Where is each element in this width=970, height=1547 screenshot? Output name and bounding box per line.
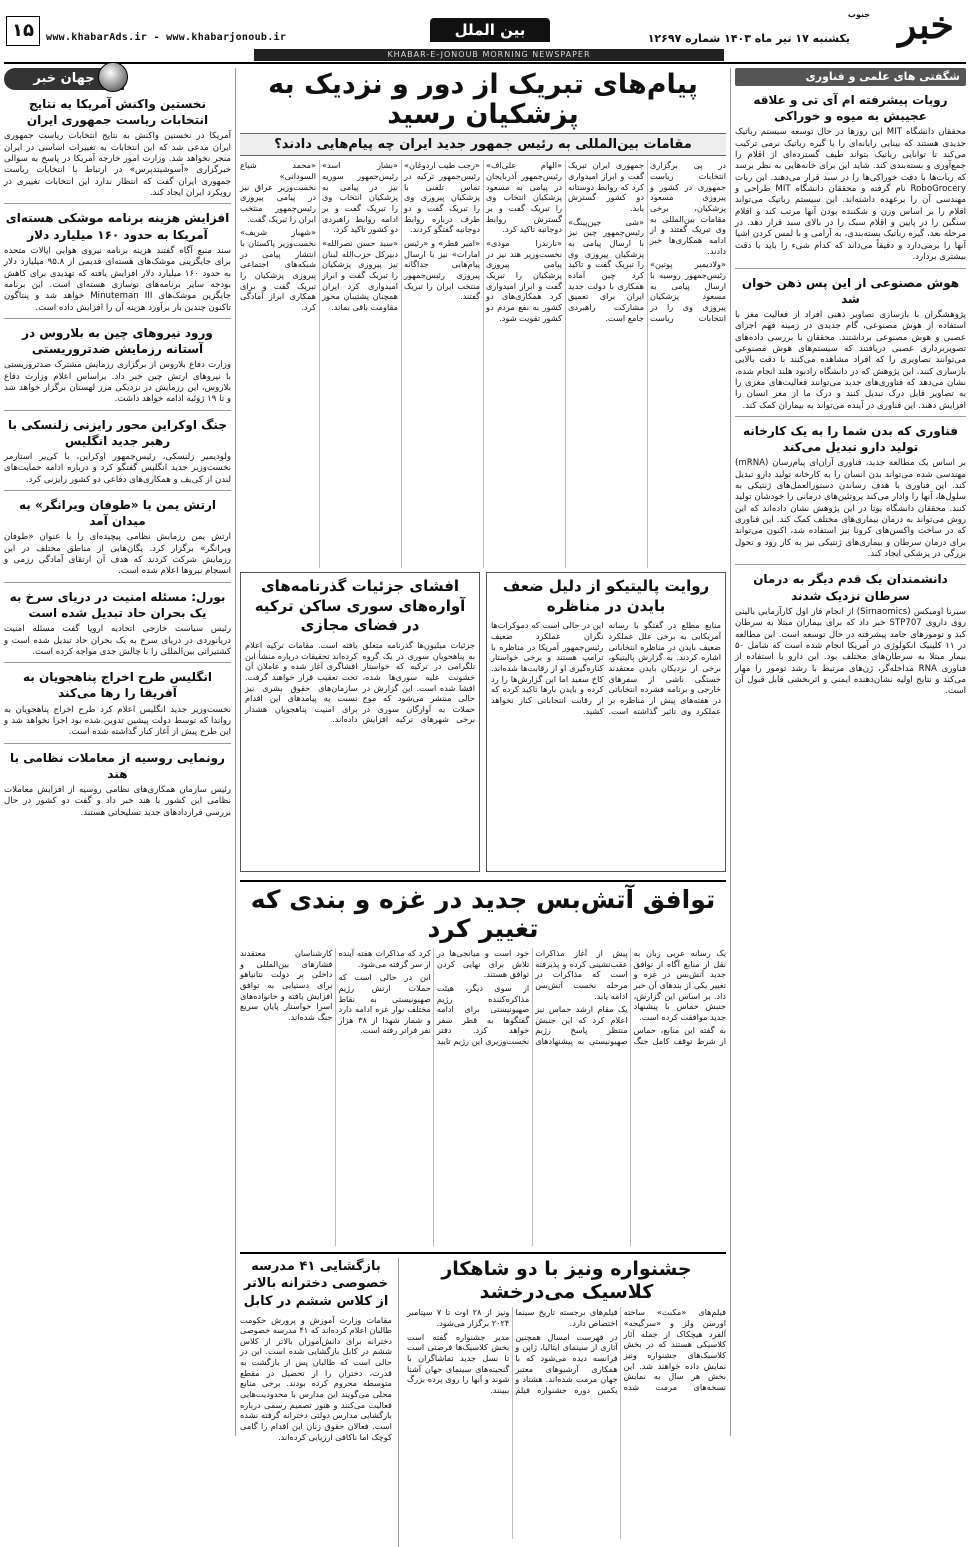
paragraph: «سید حسن نصرالله» دبیرکل حزب‌الله لبنان نیز پیروزی پزشکیان را تبریک گفت و ابراز امیدواری کرد ایران همچنان پشتیبان محور مقاومت باقی بماند. xyxy=(322,237,398,312)
website-urls[interactable]: www.khabarAds.ir - www.khabarjonoub.ir xyxy=(46,32,287,43)
boxed-article-title: روایت پالیتیکو از دلیل ضعف بایدن در مناظره xyxy=(502,577,710,615)
divider xyxy=(4,410,231,411)
section-label-science: شگفتی های علمی و فناوری xyxy=(735,68,966,86)
article-text: رئیس سازمان همکاری‌های نظامی روسیه از افزایش معاملات نظامی این کشور با هند خبر داد و گفت دو کشور در حال بررسی قراردادهای جدید تسلیحاتی هستند. xyxy=(4,784,231,818)
divider xyxy=(4,203,231,204)
paragraph: «رجب طیب اردوغان» رئیس‌جمهور ترکیه در تماس تلفنی با پزشکیان پیروزی وی را تبریک گفت و دو طرف درباره روابط دوجانبه گفتگو کردند. xyxy=(404,160,480,235)
paragraph: «محمد شیاع السودانی» نخست‌وزیر عراق نیز در پیامی پیروزی رئیس‌جمهور منتخب ایران را تبریک گفت. xyxy=(240,160,316,224)
paragraph: «شهباز شریف» نخست‌وزیر پاکستان با انتشار پیامی در شبکه‌های اجتماعی پیروزی پزشکیان را تبریک گفت و برای همکاری ابراز آمادگی کرد. xyxy=(240,227,316,312)
paragraph: «الهام علی‌اف» رئیس‌جمهور آذربایجان در پیامی به مسعود پزشکیان انتخاب وی را تبریک گفت و بر گسترش روابط دوجانبه تاکید کرد. xyxy=(486,160,562,235)
article-text: وزارت دفاع بلاروس از برگزاری رزمایش مشترک ضدتروریستی با نیروهای ارتش چین خبر داد. براساس اعلام وزارت دفاع بلاروس، این رزمایش در نزدیکی مرز لهستان برگزار خواهد شد و تا ۱۹ ژوئیه ادامه خواهد داشت. xyxy=(4,360,231,405)
paragraph: فیلم‌های «مکبث» ساخته اورسن ولز و «سرگیجه» آلفرد هیچکاک از جمله آثار کلاسیکی هستند که در بخش کلاسیک‌های جشنواره ونیز نمایش داده خواهند شد. این بخش هر سال به نمایش نسخه‌های مرمت شده فیلم‌های برجسته تاریخ سینما اختصاص دارد. xyxy=(515,1307,726,1393)
venice-headline: جشنواره ونیز با دو شاهکار کلاسیک می‌درخشد xyxy=(441,1257,692,1303)
right-column xyxy=(730,68,966,1436)
article-text: بر اساس یک مطالعه جدید، فناوری آران‌ای پیام‌رسان (mRNA) مهندسی شده می‌تواند بدن انسان را به کارخانه تولید دارو تبدیل کند. این فناوری با هدف رساندن دستورالعمل‌های ژنتیکی به سلول‌ها، آنها را وادار می‌کند پروتئین‌های درمانی را خودشان تولید کنند. محققان دانشگاه یوتا در این پژوهش نشان داده‌اند که این روش می‌تواند به درمان بیماری‌های مختلف کمک کند. این فناوری که در ساخت واکسن‌های کرونا نیز استفاده شد، اکنون می‌تواند برای درمان سرطان و بیماری‌های ژنتیکی نیز به کار رود و تحول بزرگی در پزشکی ایجاد کند. xyxy=(735,458,966,560)
dateline: یکشنبه ۱۷ تیر ماه ۱۴۰۳ شماره ۱۲۶۹۷ xyxy=(647,32,850,45)
boxed-articles-row xyxy=(240,572,726,872)
section-tab: بین الملل xyxy=(430,18,550,42)
paragraph: مدیر جشنواره گفته است بخش کلاسیک‌ها فرصتی است تا نسل جدید تماشاگران با گنجینه‌های سینمای جهان آشنا شوند و آنها را روی پرده بزرگ ببینند. xyxy=(406,1331,510,1396)
venice-article xyxy=(407,1258,726,1547)
article-title: نخستین واکنش آمریکا به نتایج انتخابات ریاست جمهوری ایران xyxy=(26,97,209,128)
globe-icon xyxy=(98,62,128,92)
section-label-world xyxy=(4,68,124,90)
article-text: نخست‌وزیر جدید انگلیس اعلام کرد طرح اخراج پناهجویان به رواندا که توسط دولت پیشین تدوین شده بود اجرا نخواهد شد و این طرح پیش از آغاز کنار گذاشته شده است. xyxy=(4,704,231,738)
divider xyxy=(4,318,231,319)
kabul-headline: بازگشایی ۴۱ مدرسه خصوصی دخترانه بالاتر از کلاس ششم در کابل xyxy=(243,1258,389,1309)
article-title: بورل: مسئله امنیت در دریای سرخ به یک بحران حاد تبدیل شده است xyxy=(9,589,226,620)
article-title: فناوری که بدن شما را به یک کارخانه تولید دارو تبدیل می‌کند xyxy=(742,423,959,455)
paragraph: «ولادیمیر پوتین» رئیس‌جمهور روسیه با ارسال پیامی به مسعود پزشکیان پیروزی وی را در انتخابات ریاست جمهوری ایران تبریک گفت و ابراز امیدواری کرد که روابط دوستانه دو کشور گسترش یابد. xyxy=(568,160,726,323)
divider xyxy=(735,564,966,565)
boxed-article-biden xyxy=(486,572,726,872)
article-title: هوش مصنوعی از این پس ذهن خوان شد xyxy=(741,275,960,306)
article-text: محققان دانشگاه MIT این روزها در حال توسعه سیستم رباتیک جدیدی هستند که بینایی رایانه‌ای را با گیره رباتیک نرمی ترکیب می‌کند تا توانایی رباتیک بتواند طیف گسترده‌ای از اقلام را جمع‌آوری و بسته‌بندی کند. شاید این برای خانه‌هایی به نظر برسد که ربات‌ها با دقت خوراکی‌ها را در سبد قرار می‌دهند. این ربات RoboGrocery نام گرفته و محققان دانشگاه MIT طراحی و مهندسی آن را برعهده داشته‌اند. این سیستم رباتیک می‌تواند اقلام را بر اساس وزن و شکننده بودن آنها مرتب کند و اقلام سنگین را در پایین و اقلام سبک را در بالای سبد قرار دهد. در مرحله بعد، گیره رباتیک بسته‌بندی، به آرامی و با لمس کردن اشیا آنها را برمی‌دارد و دقیقاً می‌داند که کدام شیء را باید با دقت بیشتری بردارد. xyxy=(735,127,966,263)
divider xyxy=(4,582,231,583)
paragraph: «امیر قطر» و «رئیس امارات» نیز با ارسال پیام‌هایی جداگانه پیروزی رئیس‌جمهور منتخب ایران را تبریک گفتند. xyxy=(404,237,480,302)
article-text: رئیس سیاست خارجی اتحادیه اروپا گفت مسئله امنیت دریانوردی در دریای سرخ به یک بحران حاد تبدیل شده است و کشتیرانی بین‌المللی را با چالش جدی مواجه کرده است. xyxy=(4,624,231,657)
boxed-article-title: افشای جزئیات گذرنامه‌های آواره‌های سوری ساکن ترکیه در فضای مجازی xyxy=(254,577,466,635)
paragraph: این در حالی است که حملات ارتش رژیم صهیونیستی به نقاط مختلف نوار غزه ادامه دارد و شمار شهدا از ۳۸ هزار نفر فراتر رفته است. xyxy=(338,972,431,1036)
article-title: ورود نیروهای چین به بلاروس در آستانه رزمایش ضدتروریستی xyxy=(22,325,213,357)
main-column xyxy=(240,68,726,1442)
second-article-body xyxy=(240,948,726,1246)
kabul-article xyxy=(240,1258,399,1547)
section-label-text: جهان خبر xyxy=(33,71,95,86)
paragraph: مقامات وزارت آموزش و پرورش حکومت طالبان اعلام کرده‌اند که ۴۱ مدرسه خصوصی دخترانه برای دانش‌آموزان بالاتر از کلاس ششم در کابل بازگشایی شده است. این در حالی است که طالبان پس از بازگشت به قدرت، دختران را از تحصیل در مقطع متوسطه محروم کرده بودند. برخی منابع محلی می‌گویند این مدارس با محدودیت‌هایی فعالیت می‌کنند و هنوز تصمیم رسمی درباره بازگشایی مدارس دولتی دخترانه گرفته نشده است. فعالان حقوق زنان این اقدام را گامی کوچک اما ناکافی ارزیابی کرده‌اند. xyxy=(240,1314,392,1442)
article-title: افزایش هزینه برنامه موشکی هسته‌ای آمریکا به حدود ۱۶۰ میلیارد دلار xyxy=(5,211,230,242)
article-title: جنگ اوکراین محور رایزنی زلنسکی با رهبر جدید انگلیس xyxy=(8,417,227,448)
article-text: ولودیمیر زلنسکی، رئیس‌جمهور اوکراین، با کی‌یر استارمر نخست‌وزیر جدید انگلیس گفتگو کرد و درباره ادامه حمایت‌های لندن از کی‌یف و همکاری‌های دفاعی دو کشور رایزنی کرد. xyxy=(4,452,231,485)
article-text: سیرنا اومیکس (Sirnaomics) از انجام فاز اول کارآزمایی بالینی روی داروی STP707 خبر داد که برای بیماران مبتلا به سرطان کبد و تومورهای جامد پیشرفته در حال توسعه است. این مطالعه در ۱۱ کلینیک انکولوژی در آمریکا انجام شده است که شامل ۵۰ بیمار مبتلا به سرطان‌های مختلف بود. این دارو با استفاده از فناوری RNA مداخله‌گر، ژن‌های مرتبط با رشد تومور را مهار می‌کند و نتایج اولیه نشان‌دهنده ایمنی و اثربخشی قابل قبول آن است. xyxy=(735,606,967,697)
divider xyxy=(4,662,231,663)
page-number: ۱۵ xyxy=(6,16,40,46)
paragraph: «نارندرا مودی» نخست‌وزیر هند نیز در پیامی پیروزی پزشکیان را تبریک گفت و ابراز امیدواری کرد همکاری‌های دو کشور به نفع مردم دو کشور تقویت شود. xyxy=(486,237,562,323)
english-strip: KHABAR-E-JONOUB MORNING NEWSPAPER xyxy=(254,49,724,61)
paragraph: یک مقام ارشد حماس نیز اعلام کرد که این جنبش منتظر پاسخ رژیم صهیونیستی به پیشنهادهای خود است و میانجی‌ها در تلاش برای نهایی کردن توافق هستند. xyxy=(436,947,628,1047)
article-title: انگلیس طرح اخراج پناهجویان به آفریقا را رها می‌کند xyxy=(23,670,212,701)
article-title: رونمایی روسیه از معاملات نظامی با هند xyxy=(10,750,225,781)
article-title: ارتش یمن با «طوفان ویرانگر» به میدان آمد xyxy=(19,498,216,529)
paragraph: یک رسانه عربی زبان به نقل از منابع آگاه از توافق جدید آتش‌بس در غزه و تغییر یکی از بندهای آن خبر داد. بر اساس این گزارش، جنبش حماس با پیشنهاد جدید موافقت کرده است. xyxy=(633,947,726,1022)
main-headline: پیام‌های تبریک از دور و نزدیک به پزشکیان رسید xyxy=(268,69,698,130)
logo-word: خبر xyxy=(898,2,954,47)
article-title: دانشمندان یک قدم دیگر به درمان سرطان نزدیک شدند xyxy=(753,572,948,603)
divider xyxy=(4,743,231,744)
paragraph: کارشناسان معتقدند فشارهای بین‌المللی و داخلی بر دولت نتانیاهو برای دستیابی به توافق افزایش یافته و خانواده‌های اسرا خواستار پایان سریع جنگ شده‌اند. xyxy=(240,947,333,1022)
divider xyxy=(735,268,966,269)
kabul-body xyxy=(240,1315,392,1547)
divider xyxy=(735,416,966,417)
bottom-articles-row xyxy=(240,1252,726,1547)
logo-small-word: جنوب xyxy=(847,10,870,19)
venice-body xyxy=(407,1307,726,1539)
newspaper-logo xyxy=(847,2,962,47)
article-text: ارتش یمن رزمایش نظامی پیچیده‌ای را با عنوان «طوفان ویرانگر» برگزار کرد. یگان‌هایی از مناطق مختلف در این رزمایش شرکت کردند که هدف آن ارتقای آمادگی رزمی و انسجام نیروها اعلام شده است. xyxy=(4,532,231,577)
second-headline: توافق آتش‌بس جدید در غزه و بندی که تغییر کرد xyxy=(240,880,726,944)
article-title: روبات پیشرفته ام آی تی و علاقه عجیبش به میوه و خوراکی xyxy=(753,93,948,124)
boxed-article-text: منابع مطلع در گفتگو با رسانه آمریکایی به برخی علل عملکرد ضعیف بایدن در مناظره انتخاباتی اشاره کردند. به گزارش پالیتیکو، برخی از نزدیکان بایدن معتقدند خستگی ناشی از سفرهای خارجی و برنامه فشرده انتخاباتی در هفته‌های پیش از مناظره بر عملکرد وی تاثیر گذاشته است. این در حالی است که دموکرات‌ها نگران عملکرد ضعیف رئیس‌جمهور آمریکا در مناظره با ترامپ هستند و برخی خواستار کناره‌گیری او از رقابت‌ها شده‌اند. کاخ سفید اما این گزارش‌ها را رد کرده و بایدن بارها تاکید کرده که از رقابت انتخاباتی کنار نخواهد کشید. xyxy=(491,620,721,716)
masthead xyxy=(0,0,970,62)
article-text: سند منبع آگاه گفتند هزینه برنامه نیروی هوایی ایالات متحده برای جایگزینی موشک‌های هسته‌ای قدیمی از ۹۵.۸ میلیارد دلار به حدود ۱۶۰ میلیارد دلار افزایش یافته که تهدیدی برای کاهش بودجه سایر برنامه‌های نوسازی هسته‌ای است. این برنامه جایگزین موشک‌های Minuteman III خواهد شد و پنتاگون تاکنون چندین بار برآورد هزینه آن را افزایش داده است. xyxy=(4,245,232,313)
boxed-article-text: جزئیات میلیون‌ها گذرنامه متعلق به پناهجویان سوری در یک گروه تلگرامی در ترکیه که خواستار خشونت علیه سوری‌ها شده، افشا شده است. این گزارش در حالی منتشر می‌شود که موج حملات به آوارگان سوری در برخی شهرهای ترکیه افزایش یافته است. مقامات ترکیه اعلام کرده‌اند تحقیقات درباره منشأ این افشاگری آغاز شده و عاملان آن تحت تعقیب قرار خواهند گرفت. سازمان‌های حقوق بشری نیز نسبت به پیامدهای این اقدام برای امنیت پناهجویان هشدار داده‌اند. xyxy=(245,639,475,725)
main-subheadline: مقامات بین‌المللی به رئیس جمهور جدید ایران چه پیام‌هایی دادند؟ xyxy=(240,133,726,156)
paragraph: «بشار اسد» رئیس‌جمهور سوریه نیز در پیامی به پزشکیان انتخاب وی را تبریک گفت و بر ادامه روابط راهبردی دو کشور تاکید کرد. xyxy=(322,160,398,235)
paragraph: به گفته این منابع، حماس از شرط توقف کامل جنگ پیش از آغاز مذاکرات عقب‌نشینی کرده و پذیرفته است که مذاکرات در مرحله نخست آتش‌بس ادامه یابد. xyxy=(535,947,726,1047)
paragraph: در فهرست امسال همچنین آثاری از سینمای ایتالیا، ژاپن و فرانسه دیده می‌شود که با همکاری آرشیوهای معتبر جهان مرمت شده‌اند. هشتاد و یکمین دوره جشنواره فیلم ونیز از ۲۸ اوت تا ۷ سپتامبر ۲۰۲۴ برگزار می‌شود. xyxy=(406,1307,618,1396)
header-rule xyxy=(4,62,966,64)
paragraph: «شی جین‌پینگ» رئیس‌جمهور چین نیز با ارسال پیامی به پزشکیان پیروزی وی را تبریک گفت و تاکید کرد چین آماده همکاری با دولت جدید ایران برای تعمیق مشارکت راهبردی جامع است. xyxy=(568,216,644,323)
boxed-article-syria xyxy=(240,572,480,872)
paragraph: از سوی دیگر، هیئت مذاکره‌کننده رژیم صهیونیستی برای ادامه گفتگوها به قطر سفر خواهد کرد. دفتر نخست‌وزیری این رژیم تایید کرد که مذاکرات هفته آینده از سر گرفته می‌شود. xyxy=(338,947,530,1047)
divider xyxy=(4,490,231,491)
paragraph: در پی برگزاری انتخابات ریاست جمهوری در کشور و پیروزی مسعود پزشکیان، برخی مقامات بین‌المللی به وی تبریک گفتند و از ادامه همکاری‌ها خبر دادند. xyxy=(650,160,726,256)
main-article-body xyxy=(240,160,726,568)
article-text: آمریکا در نخستین واکنش به نتایج انتخابات ریاست جمهوری ایران مدعی شد که این انتخابات به تغییرات اساسی در ایران منجر نخواهد شد. وزارت امور خارجه آمریکا در پاسخ به سوالی خبرگزاری «آسوشیتدپرس» در ارتباط با انتخابات ریاست جمهوری ایران گفت که انتظار ندارد این انتخابات تغییری در رویکرد ایران ایجاد کند. xyxy=(4,131,231,199)
article-text: پژوهشگران با بازسازی تصاویر ذهنی افراد از فعالیت مغز با استفاده از هوش مصنوعی، گام جدیدی در زمینه فهم اجزای عصبی و هوش مصنوعی برداشتند. محققان با بررسی داده‌های تصویربرداری عصبی دریافتند که سیستم‌های هوش مصنوعی می‌توانند تصاویری را که افراد مشاهده می‌کنند با دقت بالایی بازسازی کنند. این پژوهش که در دانشگاه رادبود هلند انجام شده، نشان می‌دهد که فناوری‌های جدید می‌توانند فعالیت‌های مغزی را به تصاویر قابل درک تبدیل کنند و درک ما از مغز انسان را افزایش دهند. این فناوری در آینده می‌تواند به بیماران کمک کند. xyxy=(735,309,966,411)
left-column xyxy=(4,68,236,1436)
